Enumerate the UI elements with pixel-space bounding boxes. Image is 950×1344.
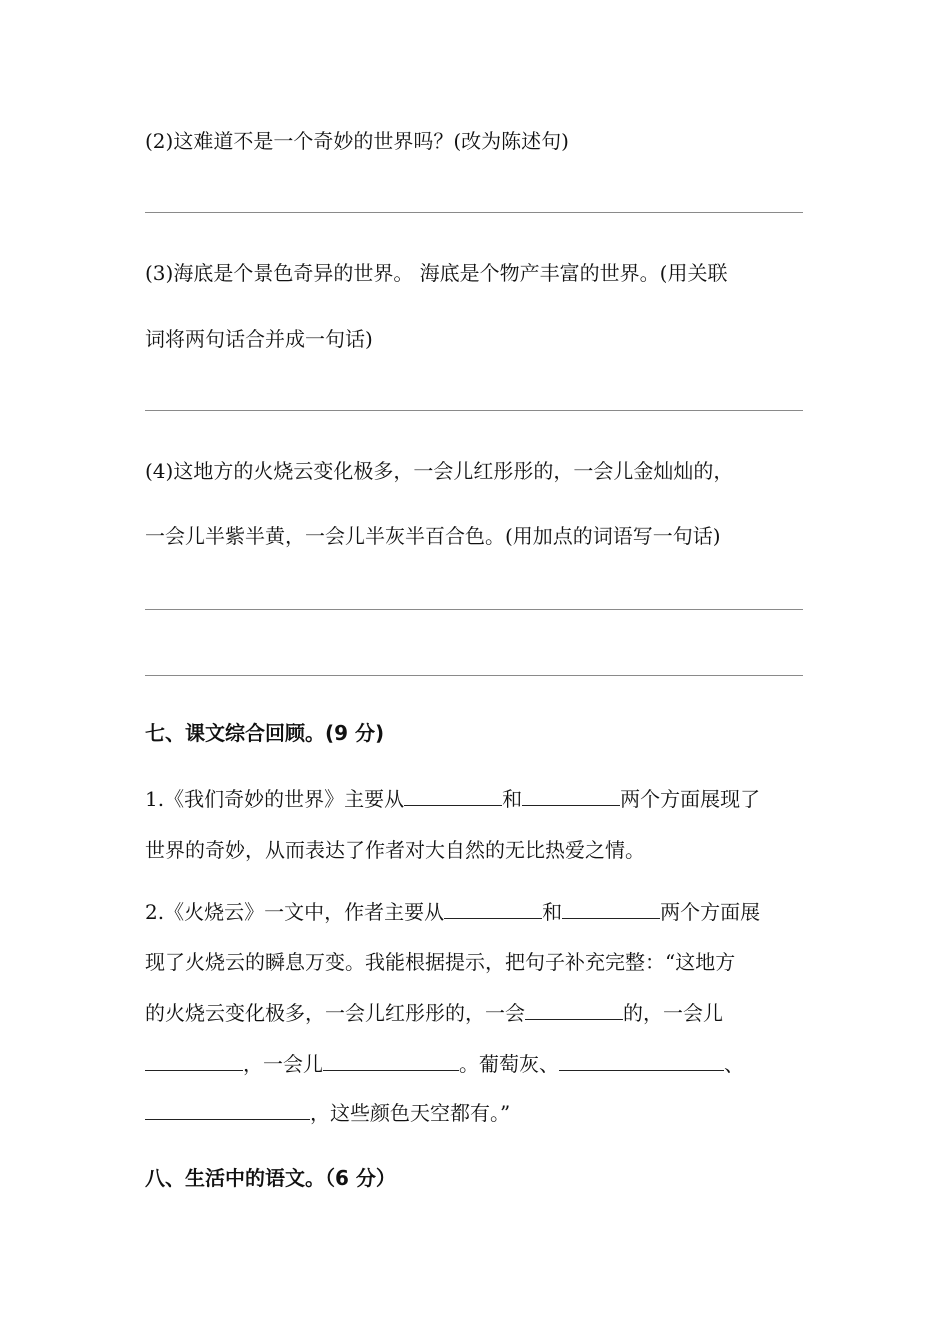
- answer-line[interactable]: [145, 675, 803, 676]
- fill-blank[interactable]: [404, 785, 502, 806]
- question-7-2-line1: [145, 898, 760, 926]
- q7-2-and: 和: [542, 900, 563, 924]
- question-6-4-line2: 一会儿半紫半黄，一会儿半灰半百合色。(用加点的词语写一句话): [145, 524, 721, 548]
- q7-2-prefix: 2.《火烧云》一文中，作者主要从: [145, 900, 445, 924]
- question-7-1-line2: 世界的奇妙，从而表达了作者对大自然的无比热爱之情。: [145, 838, 645, 862]
- question-6-2: (2)这难道不是一个奇妙的世界吗？(改为陈述句): [145, 129, 569, 153]
- q7-2-line3-mid: 的，一会儿: [623, 1001, 723, 1025]
- q7-2-line4-c: 、: [724, 1052, 744, 1076]
- fill-blank[interactable]: [559, 1050, 724, 1071]
- fill-blank[interactable]: [525, 999, 623, 1020]
- question-7-2-line5: [145, 1099, 510, 1127]
- q7-2-line3-prefix: 的火烧云变化极多，一会儿红彤彤的，一会: [145, 1001, 525, 1025]
- fill-blank[interactable]: [562, 898, 660, 919]
- answer-line[interactable]: [145, 212, 803, 213]
- fill-blank[interactable]: [145, 1050, 243, 1071]
- section-7-heading: 七、课文综合回顾。(9 分): [145, 721, 385, 745]
- answer-line[interactable]: [145, 410, 803, 411]
- question-6-3-line1: (3)海底是个景色奇异的世界。 海底是个物产丰富的世界。(用关联: [145, 261, 728, 285]
- fill-blank[interactable]: [323, 1050, 459, 1071]
- fill-blank[interactable]: [145, 1099, 310, 1120]
- question-7-1-line1: [145, 785, 760, 813]
- section-8-heading: 八、生活中的语文。（6 分）: [145, 1166, 396, 1190]
- question-6-4-line1: (4)这地方的火烧云变化极多，一会儿红彤彤的，一会儿金灿灿的，: [145, 459, 734, 483]
- fill-blank[interactable]: [444, 898, 542, 919]
- q7-2-line4-a: ，一会儿: [243, 1052, 323, 1076]
- q7-2-suffix: 两个方面展: [660, 900, 761, 924]
- fill-blank[interactable]: [522, 785, 620, 806]
- question-7-2-line2: 现了火烧云的瞬息万变。我能根据提示，把句子补充完整：“这地方: [145, 950, 736, 974]
- question-7-2-line4: [145, 1050, 744, 1078]
- q7-1-and: 和: [502, 787, 523, 811]
- q7-2-line5-suffix: ，这些颜色天空都有。”: [310, 1101, 511, 1125]
- q7-1-prefix: 1.《我们奇妙的世界》主要从: [145, 787, 405, 811]
- q7-2-line4-b: 。葡萄灰、: [459, 1052, 559, 1076]
- question-6-3-line2: 词将两句话合并成一句话): [145, 327, 373, 351]
- q7-1-suffix: 两个方面展现了: [620, 787, 761, 811]
- question-7-2-line3: [145, 999, 723, 1027]
- answer-line[interactable]: [145, 609, 803, 610]
